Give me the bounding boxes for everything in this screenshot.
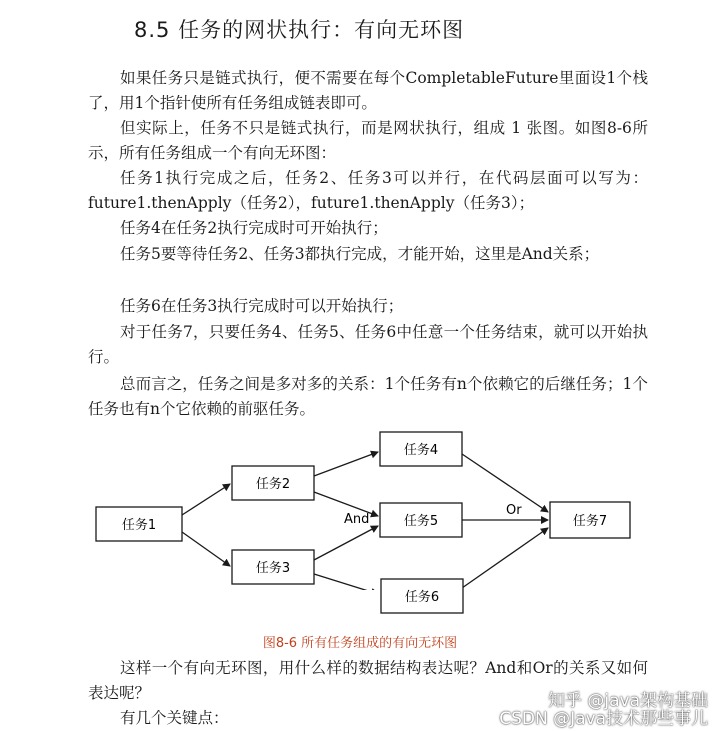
edge-1-3 (182, 532, 230, 566)
watermark-csdn: CSDN @Java技术那些事儿 (499, 709, 708, 729)
or-label: Or (506, 503, 522, 518)
edge-1-2 (182, 484, 230, 515)
paragraph: 但实际上，任务不只是链式执行，而是网状执行，组成 1 张图。如图8-6所示，所有任务组成一个有向无环图： (88, 119, 648, 162)
dag-figure-lower (90, 576, 390, 616)
dag-figure (90, 430, 650, 590)
paragraph: 如果任务只是链式执行，便不需要在每个CompletableFuture里面设1个栈了，用1个指针使所有任务组成链表即可。 (88, 69, 648, 112)
paragraph: 总而言之，任务之间是多对多的关系：1个任务有n个依赖它的后继任务；1个任务也有n个它依赖的前驱任务。 (88, 375, 648, 418)
edge-6-7 (462, 528, 548, 588)
and-label: And (344, 512, 370, 527)
edge-3-5 (314, 526, 378, 560)
paragraph: 这样一个有向无环图，用什么样的数据结构表达呢？And和Or的关系又如何表达呢？ (88, 659, 648, 702)
node-label: 任务7 (572, 514, 608, 529)
paragraph: 任务4在任务2执行完成时可开始执行； (120, 219, 388, 237)
node-label: 任务5 (403, 514, 439, 529)
paragraph: 对于任务7，只要任务4、任务5、任务6中任意一个任务结束，就可以开始执行。 (88, 323, 648, 366)
node-label: 任务3 (255, 561, 291, 576)
watermark-zhihu: 知乎 @java架构基础 (547, 691, 708, 711)
node-label: 任务4 (403, 443, 439, 458)
paragraph: 任务5要等待任务2、任务3都执行完成，才能开始，这里是And关系； (120, 245, 600, 263)
paragraph: 任务1执行完成之后，任务2、任务3可以并行，在代码层面可以写为：future1.thenApply（任务2），future1.thenApply（任务3）； (88, 169, 648, 212)
node-task5 (380, 503, 462, 537)
node-label: 任务1 (121, 518, 157, 533)
node-task2 (232, 466, 314, 500)
figure-caption: 图8-6 所有任务组成的有向无环图 (262, 636, 458, 651)
node-task4 (380, 432, 462, 466)
node-task1 (96, 507, 182, 541)
node-label: 任务6 (404, 590, 440, 605)
node-task7 (550, 502, 630, 538)
node-task6-box (380, 578, 464, 614)
paragraph: 任务6在任务3执行完成时可以开始执行； (120, 297, 404, 315)
edge-2-4 (314, 452, 378, 476)
section-heading: 8.5 任务的网状执行：有向无环图 (134, 18, 465, 42)
edge-4-7 (462, 454, 548, 512)
node-label: 任务2 (255, 477, 291, 492)
paragraph: 有几个关键点： (120, 709, 229, 727)
